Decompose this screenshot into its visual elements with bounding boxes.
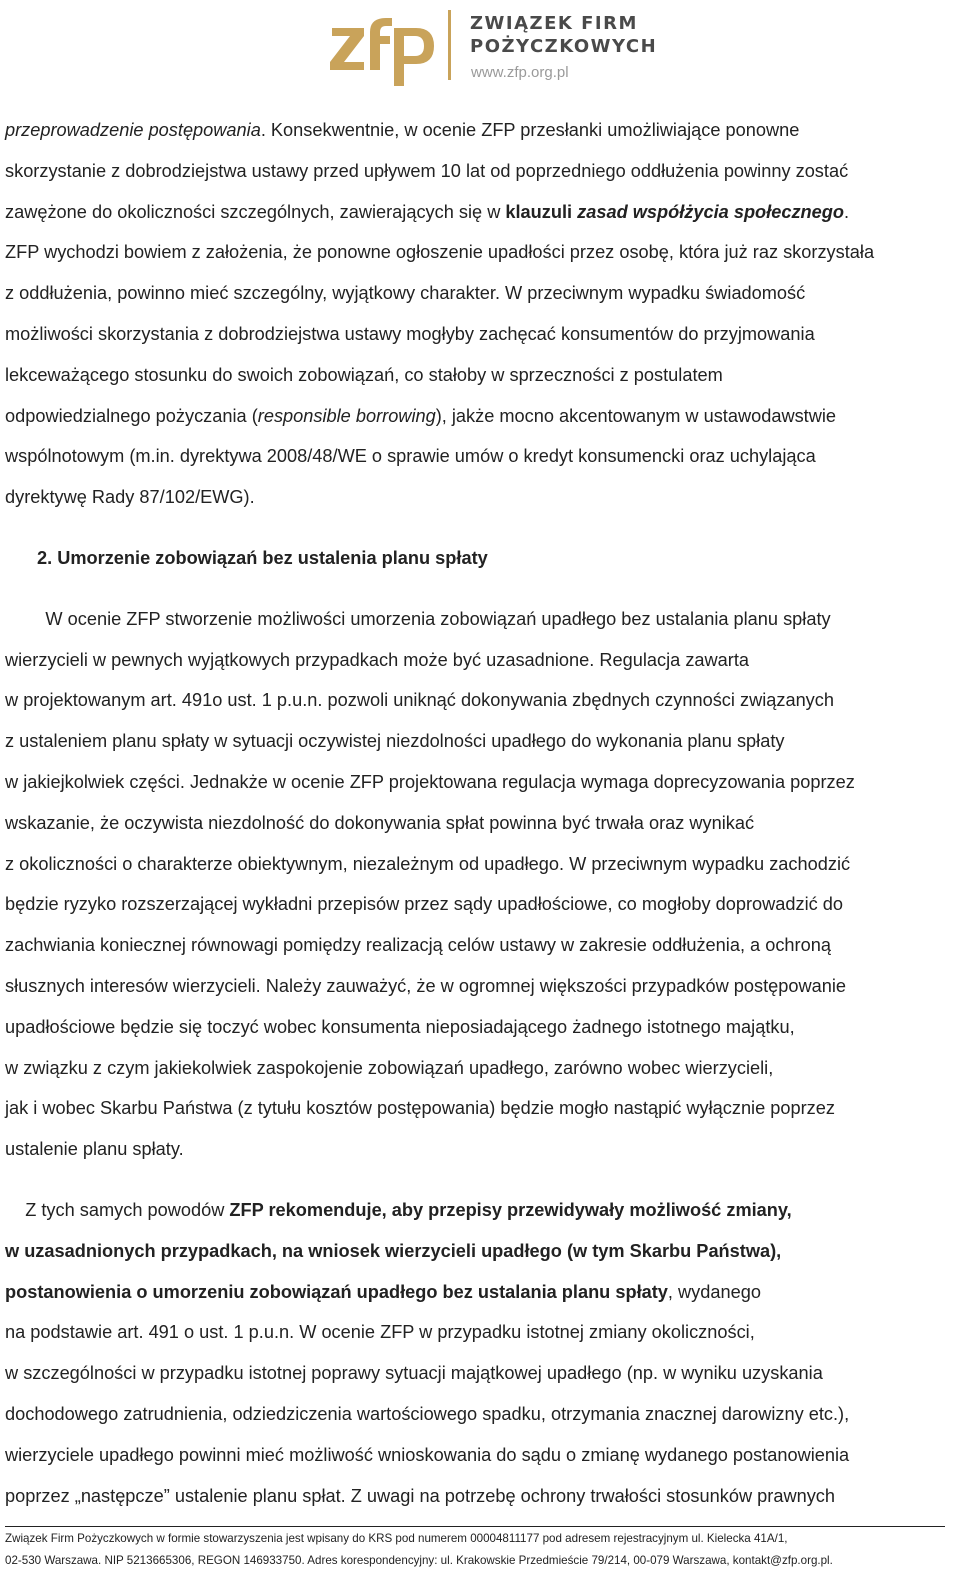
- paragraph-3: [5, 1190, 945, 1516]
- bold-italic-text: zasad współżycia społecznego: [577, 201, 844, 222]
- section-heading: 2. Umorzenie zobowiązań bez ustalenia planu spłaty: [37, 547, 488, 568]
- text-line: z okoliczności o charakterze obiektywnym, niezależnym od upadłego. W przeciwnym wypadku zachodzić: [5, 853, 851, 874]
- text-line: w związku z czym jakiekolwiek zaspokojenie zobowiązań upadłego, zarówno wobec wierzycieli,: [5, 1057, 774, 1078]
- paragraph-2: [5, 599, 945, 1170]
- text: . Konsekwentnie, w ocenie ZFP przesłanki umożliwiające ponowne: [260, 120, 800, 140]
- footer: [5, 1526, 945, 1572]
- footer-line2: 02-530 Warszawa. NIP 5213665306, REGON 146933750. Adres korespondencyjny: ul. Krakowskie Przedmieście 79/214, 00-079 Warszawa, kontakt@zfp.org.pl.: [5, 1554, 833, 1567]
- text-line: w jakiejkolwiek części. Jednakże w ocenie ZFP projektowana regulacja wymaga doprecyzowania poprzez: [5, 771, 855, 792]
- text-line: dochodowego zatrudnienia, odziedziczenia wartościowego spadku, otrzymania znacznej darowizny etc.),: [5, 1403, 850, 1424]
- text-line: będzie ryzyko rozszerzającej wykładni przepisów przez sądy upadłościowe, co mogłoby doprowadzić do: [5, 894, 844, 915]
- bold-text: ZFP rekomenduje, aby przepisy przewidywały możliwość zmiany,: [229, 1199, 792, 1220]
- footer-line1: Związek Firm Pożyczkowych w formie stowarzyszenia jest wpisany do KRS pod numerem 00004811177 pod adresem rejestracyjnym ul. Kielecka 41A/1,: [5, 1532, 788, 1545]
- text-line: słusznych interesów wierzycieli. Należy zauważyć, że w ogromnej większości przypadków postępowanie: [5, 975, 847, 996]
- text-line: W ocenie ZFP stworzenie możliwości umorzenia zobowiązań upadłego bez ustalania planu spłaty: [5, 608, 831, 629]
- text-line: dyrektywę Rady 87/102/EWG).: [5, 487, 255, 508]
- text-line: skorzystanie z dobrodziejstwa ustawy przed upływem 10 lat od poprzedniego oddłużenia powinny zostać: [5, 160, 849, 181]
- text: Z tych samych powodów: [5, 1199, 230, 1220]
- text-line: w szczególności w przypadku istotnej poprawy sytuacji majątkowej upadłego (np. w wyniku uzyskania: [5, 1363, 823, 1384]
- zfp-logo-icon: [330, 10, 440, 86]
- text-line: z oddłużenia, powinno mieć szczególny, wyjątkowy charakter. W przeciwnym wypadku świadomość: [5, 283, 806, 304]
- org-url[interactable]: www.zfp.org.pl: [471, 64, 569, 81]
- text-line: ZFP wychodzi bowiem z założenia, że ponowne ogłoszenie upadłości przez osobę, która już raz skorzystała: [5, 242, 875, 263]
- org-name-line2: POŻYCZKOWYCH: [470, 36, 658, 57]
- italic-text: przeprowadzenie postępowania: [5, 120, 261, 140]
- bold-text: postanowienia o umorzeniu zobowiązań upadłego bez ustalania planu spłaty: [5, 1281, 668, 1302]
- logo-divider: [448, 10, 451, 80]
- document-body: [5, 110, 945, 1516]
- text-line: wspólnotowym (m.in. dyrektywa 2008/48/WE o sprawie umów o kredyt konsumencki oraz uchylająca: [5, 446, 816, 467]
- text-line: z ustaleniem planu spłaty w sytuacji oczywistej niezdolności upadłego do wykonania planu spłaty: [5, 731, 785, 752]
- bold-text-line: w uzasadnionych przypadkach, na wniosek wierzycieli upadłego (w tym Skarbu Państwa),: [5, 1240, 782, 1261]
- text-line: jak i wobec Skarbu Państwa (z tytułu kosztów postępowania) będzie mogło nastąpić wyłącznie poprzez: [5, 1098, 835, 1119]
- paragraph-1: [5, 110, 945, 518]
- text: ), jakże mocno akcentowanym w ustawodawstwie: [435, 405, 837, 426]
- text-line: w projektowanym art. 491o ust. 1 p.u.n. pozwoli uniknąć dokonywania zbędnych czynności związanych: [5, 690, 834, 711]
- bold-text: klauzuli: [505, 201, 578, 222]
- text-line: upadłościowe będzie się toczyć wobec konsumenta nieposiadającego żadnego istotnego majątku,: [5, 1016, 795, 1037]
- text-line: na podstawie art. 491 o ust. 1 p.u.n. W ocenie ZFP w przypadku istotnej zmiany okoliczności,: [5, 1322, 755, 1343]
- text-line: wskazanie, że oczywista niezdolność do dokonywania spłat powinna być trwała oraz wynikać: [5, 812, 755, 833]
- org-name: [470, 12, 657, 58]
- italic-text: responsible borrowing: [257, 405, 436, 426]
- text-line: ustalenie planu spłaty.: [5, 1139, 184, 1160]
- text: odpowiedzialnego pożyczania (: [5, 405, 258, 426]
- org-name-line1: ZWIĄZEK FIRM: [470, 13, 638, 34]
- text: zawężone do okoliczności szczególnych, zawierających się w: [5, 201, 506, 222]
- text-line: możliwości skorzystania z dobrodziejstwa ustawy mogłyby zachęcać konsumentów do przyjmowania: [5, 323, 815, 344]
- text-line: wierzyciele upadłego powinni mieć możliwość wnioskowania do sądu o zmianę wydanego postanowienia: [5, 1444, 850, 1465]
- text-line: lekceważącego stosunku do swoich zobowiązań, co stałoby w sprzeczności z postulatem: [5, 364, 723, 385]
- text: , wydanego: [667, 1281, 761, 1302]
- text-line: zachwiania koniecznej równowagi pomiędzy realizacją celów ustawy w zakresie oddłużenia, a ochroną: [5, 935, 831, 956]
- text-line: wierzycieli w pewnych wyjątkowych przypadkach może być uzasadnione. Regulacja zawarta: [5, 649, 750, 670]
- letterhead: [0, 0, 960, 100]
- text: .: [844, 201, 850, 222]
- text-line: poprzez „następcze” ustalenie planu spłat. Z uwagi na potrzebę ochrony trwałości stosunków prawnych: [5, 1485, 835, 1506]
